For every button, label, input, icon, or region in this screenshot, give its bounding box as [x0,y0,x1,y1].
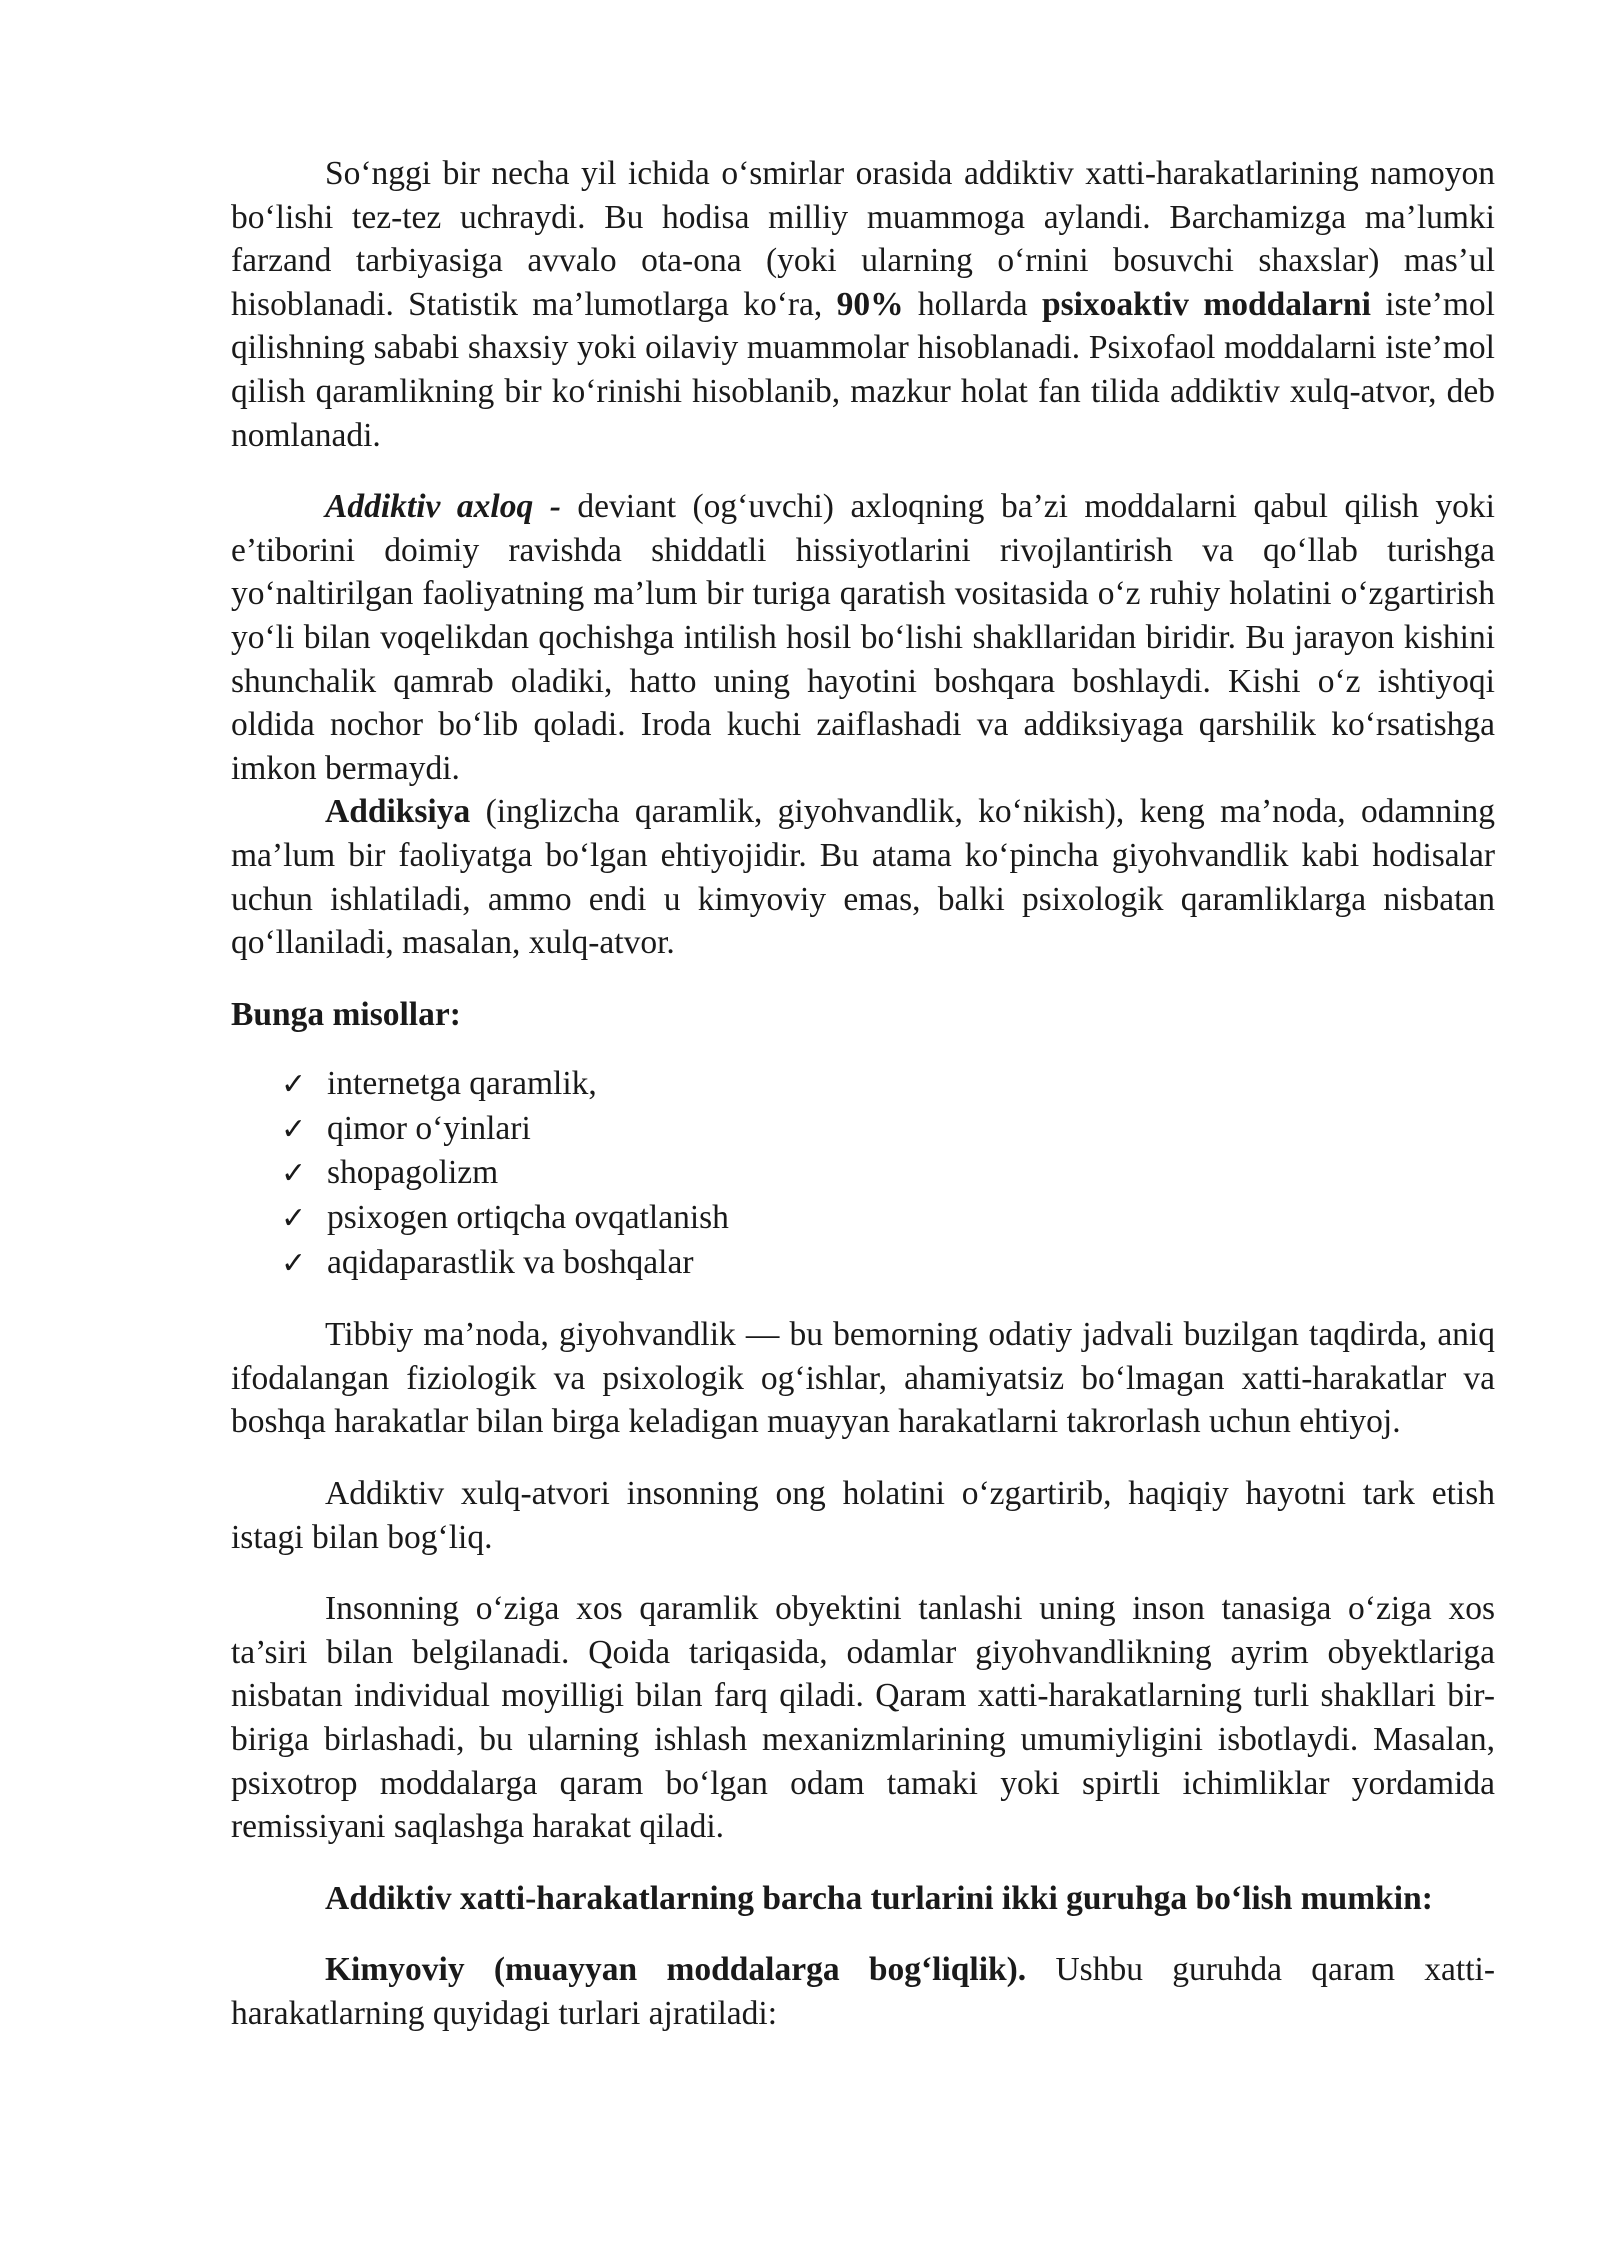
addiction-definition [231,790,1495,964]
list-item-text: psixogen ortiqcha ovqatlanish [327,1199,729,1237]
psychoactive-substances-term: psixoaktiv moddalarni [1041,285,1371,323]
list-item-text: shopagolizm [327,1154,499,1192]
checkmark-icon: ✓ [281,1067,307,1103]
list-item [281,1107,1495,1152]
list-item [281,1196,1495,1241]
groups-heading: Addiktiv xatti-harakatlarning barcha turlarini ikki guruhga bo‘lish mumkin: [325,1879,1433,1917]
checkmark-icon: ✓ [281,1245,307,1281]
addiction-text: (inglizcha qaramlik, giyohvandlik, ko‘nikish), keng ma’noda, odamning ma’lum bir faoliyatga bo‘lgan ehtiyojidir. Bu atama ko‘pincha giyohvandlik kabi hodisalar uchun ishlatiladi, ammo endi u kimyoviy emas, balki psixologik qaramliklarga nisbatan qo‘llaniladi, masalan, xulq-atvor. [231,793,1495,962]
addictive-behavior-text: deviant (og‘uvchi) axloqning ba’zi moddalarni qabul qilish yoki e’tiborini doimiy ravishda shiddatli hissiyotlarini rivojlantirish va qo‘llab turishga yo‘naltirilgan faoliyatning ma’lum bir turiga qaratish vositasida o‘z ruhiy holatini o‘zgartirish yo‘li bilan voqelikdan qochishga intilish hosil bo‘lishi shakllaridan biridir. Bu jarayon kishini shunchalik qamrab oladiki, hatto uning hayotini boshqara boshlaydi. Kishi o‘z ishtiyoqi oldida nochor bo‘lib qoladi. Iroda kuchi zaiflashadi va addiksiyaga qarshilik ko‘rsatishga imkon bermaydi. [231,488,1495,787]
list-item [281,1062,1495,1107]
addictive-behavior-definition [231,485,1495,790]
object-choice-paragraph: Insonning o‘ziga xos qaramlik obyektini tanlashi uning inson tanasiga o‘ziga xos ta’siri bilan belgilanadi. Qoida tariqasida, odamlar giyohvandlikning ayrim obyektlariga nisbatan individual moyilligi bilan farq qiladi. Qaram xatti-harakatlarning turli shakllari bir-biriga birlashadi, bu ularning ishlash mexanizmlarining umumiyligini isbotlaydi. Masalan, psixotrop moddalarga qaram bo‘lgan odam tamaki yoki spirtli ichimliklar yordamida remissiyani saqlashga harakat qiladi. [231,1590,1495,1846]
document-page [231,152,1495,2036]
addictive-conduct-paragraph: Addiktiv xulq-atvori insonning ong holatini o‘zgartirib, haqiqiy hayotni tark etish istagi bilan bog‘liq. [231,1475,1495,1556]
list-item [281,1241,1495,1286]
medical-meaning-paragraph: Tibbiy ma’noda, giyohvandlik — bu bemorning odatiy jadvali buzilgan taqdirda, aniq ifodalangan fiziologik va psixologik og‘ishlar, ahamiyatsiz bo‘lmagan xatti-harakatlar va boshqa harakatlar bilan birga keladigan muayyan harakatlarni takrorlash uchun ehtiyoj. [231,1316,1495,1441]
examples-list [231,1062,1495,1285]
checkmark-icon: ✓ [281,1201,307,1237]
statistic-90-percent: 90% [836,285,904,323]
intro-text-1: So‘nggi bir necha yil ichida o‘smirlar orasida addiktiv xatti-harakatlarining namoyon bo‘lishi tez-tez uchraydi. Bu hodisa milliy muammoga aylandi. Barchamizga ma’lumki farzand tarbiyasiga avvalo ota-ona (yoki ularning o‘rnini bosuvchi shaxslar) mas’ul hisoblanadi. Statistik ma’lumotlarga ko‘ra, [231,155,1495,323]
addiction-term: Addiksiya [325,793,471,831]
chemical-group-paragraph [231,1948,1495,2035]
intro-paragraph [231,152,1495,457]
list-item-text: qimor o‘yinlari [327,1109,531,1147]
checkmark-icon: ✓ [281,1111,307,1147]
chemical-group-text: Ushbu guruhda qaram xatti-harakatlarning quyidagi turlari ajratiladi: [231,1951,1496,2032]
intro-text-3: iste’mol qilishning sababi shaxsiy yoki oilaviy muammolar hisoblanadi. Psixofaol moddalarni iste’mol qilish qaramlikning bir ko‘rinishi hisoblanib, mazkur holat fan tilida addiktiv xulq-atvor, deb nomlanadi. [231,285,1495,454]
examples-heading: Bunga misollar: [231,995,461,1033]
checkmark-icon: ✓ [281,1156,307,1192]
list-item-text: aqidaparastlik va boshqalar [327,1243,694,1281]
addictive-behavior-term: Addiktiv axloq - [325,488,561,526]
intro-text-2: hollarda [903,285,1042,323]
chemical-group-term: Kimyoviy (muayyan moddalarga bog‘liqlik). [325,1951,1027,1989]
list-item-text: internetga qaramlik, [327,1065,597,1103]
list-item [281,1151,1495,1196]
